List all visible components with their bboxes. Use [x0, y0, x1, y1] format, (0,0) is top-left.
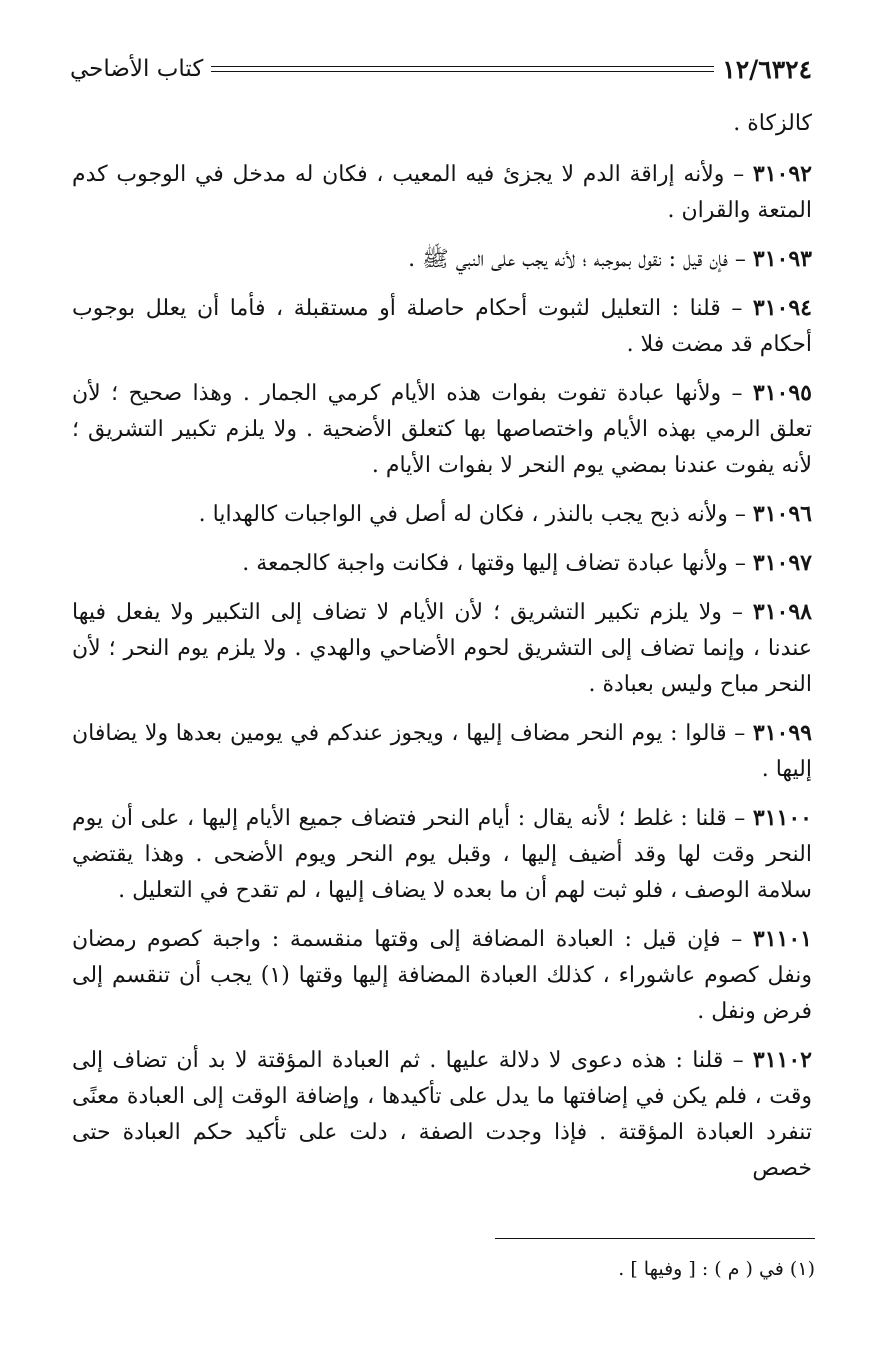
paragraph-text: – ولا يلزم تكبير التشريق ؛ لأن الأيام لا تضاف إلى التكبير ولا يفعل فيها عندنا ، وإنما تضاف إلى التشريق لحوم الأضاحي والهدي . ولا يلزم يوم النحر ؛ لأن النحر مباح وليس بعبادة . [72, 600, 812, 697]
paragraph-text: – ولأنها عبادة تفوت بفوات هذه الأيام كرمي الجمار . وهذا صحيح ؛ لأن تعلق الرمي بهذه الأيام واختصاصها بها كتعلق الأضحية . ولا يلزم تكبير التشريق ؛ لأنه يفوت عندنا بمضي يوم النحر لا بفوات الأيام . [72, 381, 812, 478]
paragraph-31095 [72, 375, 812, 484]
paragraph-31092 [72, 156, 812, 229]
paragraph-text: – ولأنه إراقة الدم لا يجزئ فيه المعيب ، فكان له مدخل في الوجوب كدم المتعة والقران . [72, 162, 812, 223]
page-header [70, 44, 812, 94]
paragraph-number: ٣١٠٩٩ [752, 720, 812, 746]
paragraph-text: – ولأنه ذبح يجب بالنذر ، فكان له أصل في الواجبات كالهدايا . [198, 502, 753, 527]
paragraph-number: ٣١١٠١ [752, 926, 812, 952]
paragraph-31098 [72, 594, 812, 703]
paragraph-number: ٣١٠٩٣ [752, 246, 812, 272]
paragraph-number: ٣١١٠٠ [752, 805, 812, 831]
paragraph-31100 [72, 800, 812, 909]
paragraph-31093 [72, 241, 812, 278]
footnote: (١) في ( م ) : [ وفيها ] . [618, 1258, 815, 1280]
paragraph-number: ٣١١٠٢ [752, 1047, 812, 1073]
paragraph-31096 [72, 496, 812, 533]
paragraph-number: ٣١٠٩٢ [752, 161, 812, 187]
page-number: ١٢/٦٣٢٤ [722, 54, 812, 84]
paragraph-text: – قلنا : التعليل لثبوت أحكام حاصلة أو مستقبلة ، فأما أن يعلل بوجوب أحكام قد مضت فلا . [72, 296, 812, 357]
paragraph-31097 [72, 545, 812, 582]
paragraph-text: – فإن قيل : العبادة المضافة إلى وقتها منقسمة : واجبة كصوم رمضان ونفل كصوم عاشوراء ، كذلك العبادة المضافة إليها وقتها (١) يجب أن تنقسم إلى فرض ونفل . [72, 927, 812, 1024]
paragraph-number: ٣١٠٩٥ [752, 380, 812, 406]
paragraph-31102 [72, 1042, 812, 1187]
opening-line-text: كالزكاة . [733, 111, 812, 136]
page-body [72, 106, 812, 1199]
opening-line [72, 106, 812, 142]
book-title: كتاب الأضاحي [70, 56, 204, 82]
paragraph-text: – ولأنها عبادة تضاف إليها وقتها ، فكانت واجبة كالجمعة . [242, 551, 753, 576]
paragraph-text: – قلنا : غلط ؛ لأنه يقال : أيام النحر فتضاف جميع الأيام إليها ، على أن يوم النحر وقت لها وقد أضيف إليها ، وقبل يوم النحر ويوم الأضحى . وهذا يقتضي سلامة الوصف ، فلو ثبت لهم أن ما بعده لا يضاف إليها ، لم تقدح في التعليل . [72, 806, 812, 903]
paragraph-31099 [72, 715, 812, 788]
paragraph-number: ٣١٠٩٨ [752, 599, 812, 625]
paragraph-text: – فإن قيل : نقول بموجبه ؛ لأنه يجب على النبي ﷺ . [408, 247, 753, 272]
paragraph-number: ٣١٠٩٧ [752, 550, 812, 576]
paragraph-text: – قلنا : هذه دعوى لا دلالة عليها . ثم العبادة المؤقتة لا بد أن تضاف إلى وقت ، فلم يكن في إضافتها ما يدل على تأكيدها ، وإضافة الوقت إلى العبادة معنًى تنفرد العبادة المؤقتة . فإذا وجدت الصفة ، دلت على تأكيد حكم العبادة حتى خصص [72, 1048, 812, 1181]
paragraph-text: – قالوا : يوم النحر مضاف إليها ، ويجوز عندكم في يومين بعدها ولا يضافان إليها . [72, 721, 812, 782]
paragraph-31101 [72, 921, 812, 1030]
footnote-divider [495, 1238, 815, 1239]
header-rule [211, 66, 714, 72]
paragraph-31094 [72, 290, 812, 363]
paragraph-number: ٣١٠٩٦ [752, 501, 812, 527]
paragraph-number: ٣١٠٩٤ [752, 295, 812, 321]
